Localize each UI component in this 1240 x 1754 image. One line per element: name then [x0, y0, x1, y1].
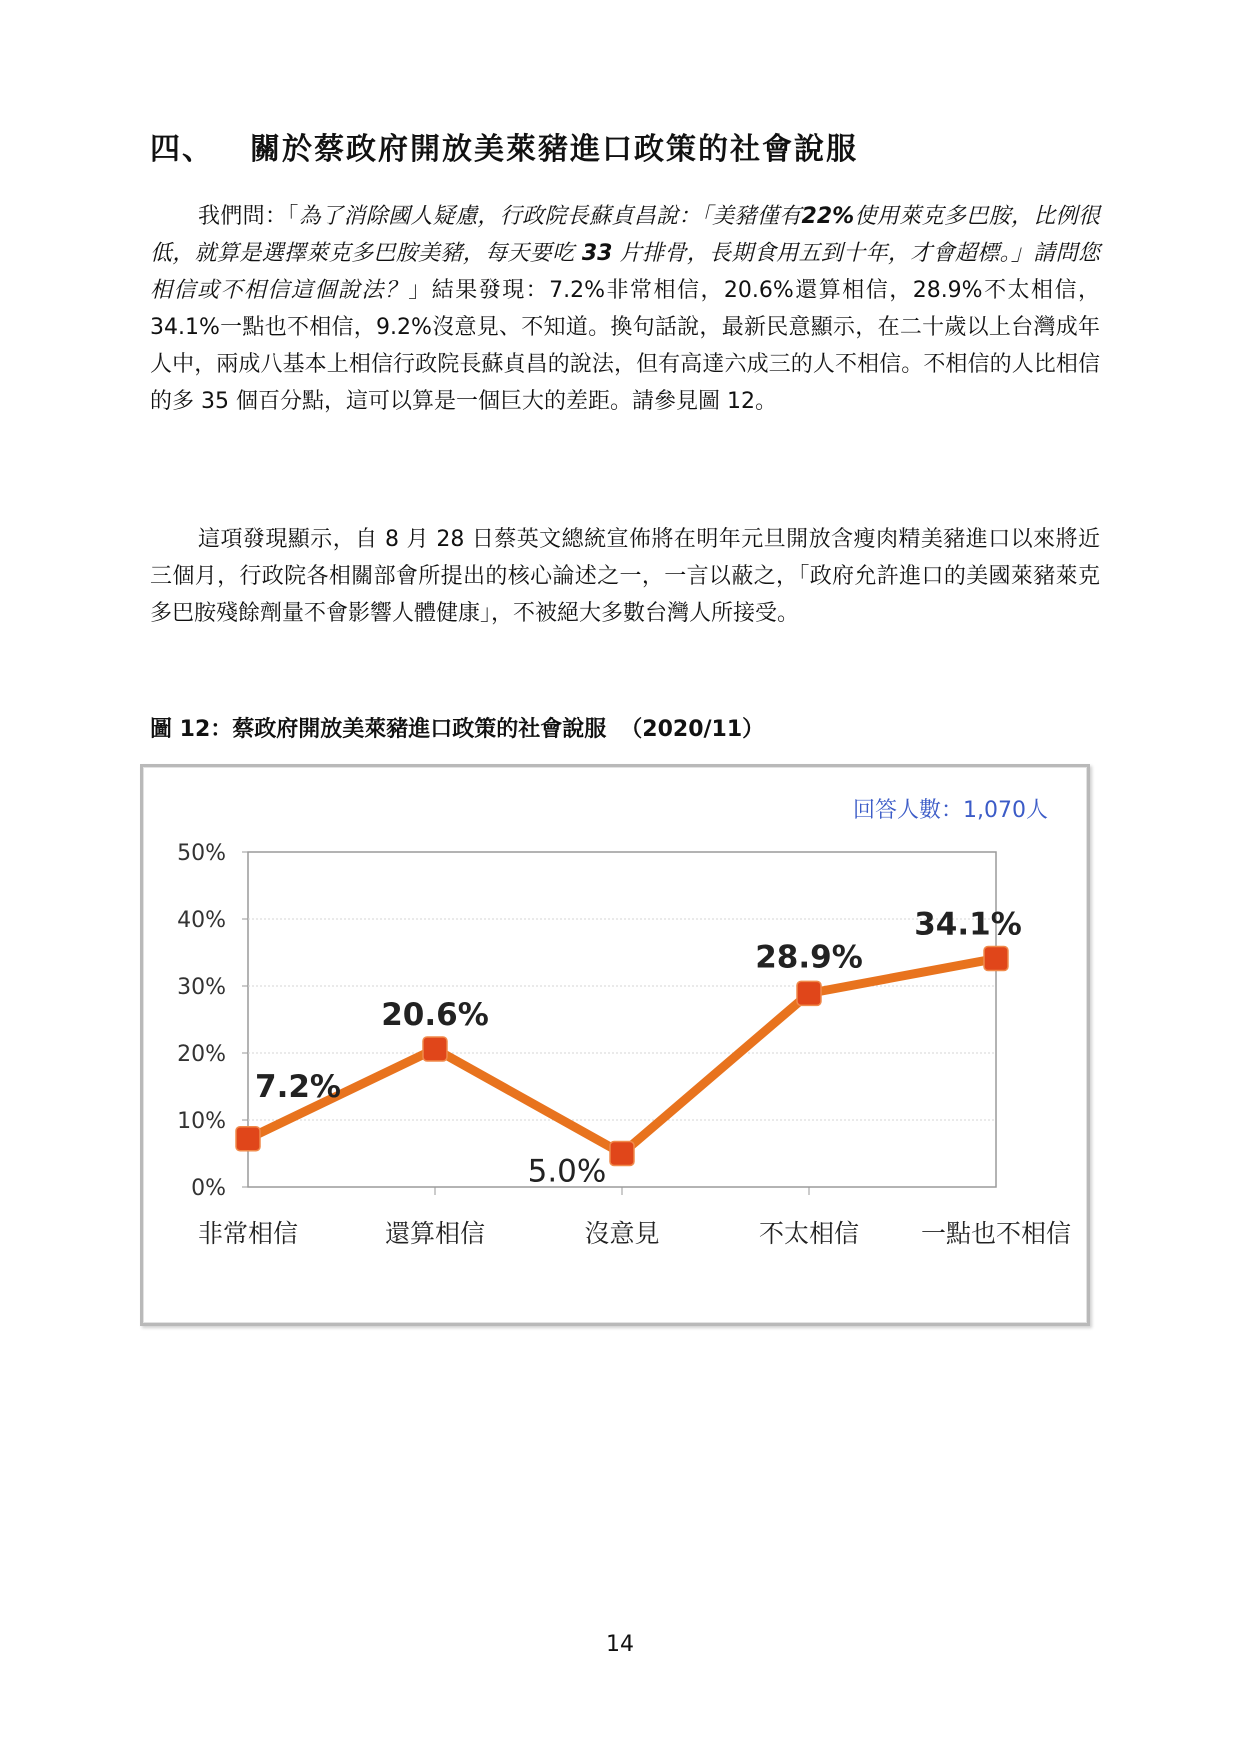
- data-point-marker: [423, 1037, 447, 1061]
- x-category-label: 沒意見: [584, 1219, 660, 1248]
- question-part-a: 為了消除國人疑慮，行政院長蘇貞昌說：「美豬僅有: [298, 204, 802, 229]
- data-label: 20.6%: [381, 996, 489, 1033]
- y-tick-label: 50%: [177, 841, 226, 866]
- section-number: 四、: [150, 132, 214, 167]
- section-title-text: 關於蔡政府開放美萊豬進口政策的社會說服: [250, 132, 858, 167]
- respondents-annotation: 回答人數：1,070人: [853, 798, 1048, 823]
- y-tick-label: 0%: [191, 1176, 226, 1201]
- y-tick-label: 40%: [177, 908, 226, 933]
- data-point-marker: [797, 981, 821, 1005]
- figure-caption-date: （2020/11）: [620, 717, 765, 742]
- paragraph-1: [150, 198, 1100, 420]
- chart-frame: [140, 764, 1090, 1326]
- data-point-marker: [236, 1127, 260, 1151]
- question-part-c: 使用萊克多巴胺，比例很低，就算是選擇萊克多巴胺美豬，每天要吃: [150, 204, 1100, 266]
- x-category-label: 還算相信: [384, 1219, 486, 1248]
- x-category-label: 不太相信: [758, 1219, 860, 1248]
- data-label: 28.9%: [755, 939, 863, 976]
- question-part-e: 片排骨，長期食用五到十年，才會超標。」請問您相信或不相信這個說法？: [150, 241, 1100, 303]
- data-label: 7.2%: [255, 1068, 341, 1105]
- page-number: 14: [606, 1632, 634, 1657]
- figure-caption-text: 圖 12：蔡政府開放美萊豬進口政策的社會說服: [150, 717, 607, 742]
- data-label: 5.0%: [527, 1153, 607, 1190]
- para1-lead: 我們問：「: [198, 204, 299, 229]
- question-part-d: 33: [581, 241, 613, 266]
- plot-area: [248, 852, 996, 1187]
- y-tick-label: 10%: [177, 1109, 226, 1134]
- section-title: [150, 124, 858, 168]
- question-part-b: 22%: [801, 204, 855, 229]
- y-tick-label: 20%: [177, 1042, 226, 1067]
- line-chart: [143, 767, 1087, 1323]
- data-label: 34.1%: [914, 906, 1022, 943]
- paragraph-2: 這項發現顯示，自 8 月 28 日蔡英文總統宣佈將在明年元旦開放含瘦肉精美豬進口以來將近三個月，行政院各相關部會所提出的核心論述之一，一言以蔽之，「政府允許進口的美國萊豬萊克多巴胺殘餘劑量不會影響人體健康」，不被絕大多數台灣人所接受。: [150, 527, 1100, 626]
- data-point-marker: [610, 1142, 634, 1166]
- x-category-label: 非常相信: [197, 1219, 299, 1248]
- y-tick-label: 30%: [177, 975, 226, 1000]
- x-category-label: 一點也不相信: [920, 1219, 1072, 1248]
- data-point-marker: [984, 947, 1008, 971]
- figure-caption: [150, 712, 764, 743]
- para1-rest: 」結果發現：7.2%非常相信，20.6%還算相信，28.9%不太相信，34.1%一點也不相信，9.2%沒意見、不知道。換句話說，最新民意顯示，在二十歲以上台灣成年人中，兩成八基本上相信行政院長蘇貞昌的說法，但有高達六成三的人不相信。不相信的人比相信的多 35 個百分點，這可以算是一個巨大的差距。請參見圖 12。: [150, 278, 1100, 414]
